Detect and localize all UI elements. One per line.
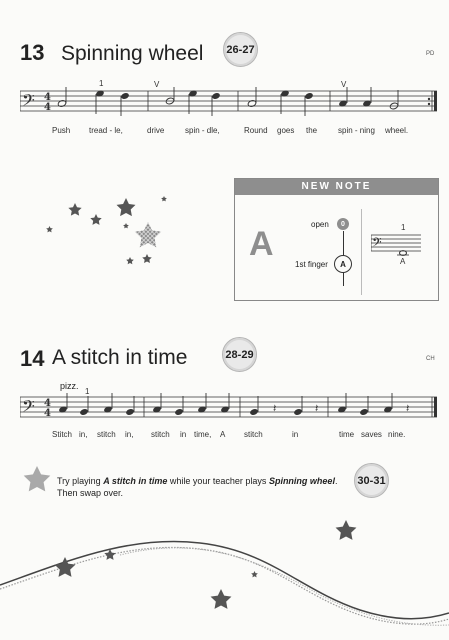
lyric: drive <box>147 126 165 135</box>
piece-13-number: 13 <box>20 40 45 65</box>
staff-note-label: A <box>400 257 406 266</box>
open-marker: 0 <box>337 218 349 230</box>
instruction-mid: while your teacher plays <box>167 476 269 486</box>
lyric: Stitch <box>52 430 73 439</box>
instruction-line-2: Then swap over. <box>57 488 124 498</box>
lyric: Round <box>244 126 268 135</box>
instruction-title-2: Spinning wheel <box>268 476 335 486</box>
svg-text:𝄢: 𝄢 <box>372 235 382 253</box>
piece-13-code: PD <box>426 51 435 57</box>
piece-13-track-badge: 26-27 <box>223 32 258 67</box>
svg-text:𝄢: 𝄢 <box>22 90 35 114</box>
piece-13-staff <box>20 87 440 123</box>
piece-14-title: A stitch in time <box>52 346 188 369</box>
lyric: spin - dle, <box>185 126 220 135</box>
star-icon <box>23 466 51 494</box>
lyric: goes <box>277 126 295 135</box>
new-note-header: NEW NOTE <box>235 179 438 195</box>
finger-label: 1st finger <box>295 260 328 269</box>
svg-text:4: 4 <box>44 102 51 113</box>
lyric: A <box>220 430 226 439</box>
new-note-staff <box>371 233 423 261</box>
lyric: stitch <box>97 430 116 439</box>
new-note-letter: A <box>249 225 274 263</box>
open-label: open <box>311 220 329 229</box>
lyric: in <box>180 430 187 439</box>
string-divider <box>361 209 362 295</box>
svg-text:𝄽: 𝄽 <box>406 402 410 415</box>
piece-14-fingering: 1 <box>85 387 90 396</box>
piece-14-number: 14 <box>20 346 45 371</box>
bottom-wave-decoration <box>0 515 449 640</box>
star-cluster-decoration <box>40 190 180 270</box>
piece-13-fingering: 1 <box>99 79 104 88</box>
piece-13-bow-mark-2: V <box>341 80 347 89</box>
piece-14-track-badge: 28-29 <box>222 337 257 372</box>
instruction-track-badge: 30-31 <box>354 463 389 498</box>
lyric: nine. <box>388 430 406 439</box>
svg-text:𝄽: 𝄽 <box>273 402 277 415</box>
lyric: time <box>339 430 355 439</box>
pizz-marking: pizz. <box>60 381 79 391</box>
piece-13-bow-mark-1: V <box>154 80 160 89</box>
lyric: time, <box>194 430 212 439</box>
lyric: the <box>306 126 318 135</box>
svg-text:𝄽: 𝄽 <box>315 402 319 415</box>
finger-marker: A <box>334 255 352 273</box>
lyric: Push <box>52 126 71 135</box>
staff-fingering: 1 <box>401 223 406 232</box>
lyric: spin - ning <box>338 126 375 135</box>
instruction-pre: Try playing <box>57 476 104 486</box>
instruction-title-1: A stitch in time <box>103 476 168 486</box>
lyric: wheel. <box>385 126 409 135</box>
svg-text:4: 4 <box>44 92 51 103</box>
lyric: saves <box>361 430 382 439</box>
lyric: in <box>292 430 299 439</box>
svg-text:𝄢: 𝄢 <box>22 396 35 420</box>
piece-13-title: Spinning wheel <box>61 42 204 65</box>
new-note-panel <box>234 178 439 301</box>
lyric: stitch <box>151 430 170 439</box>
lyric: tread - le, <box>89 126 123 135</box>
svg-text:4: 4 <box>44 408 51 419</box>
instruction-text <box>57 475 347 499</box>
lyric: stitch <box>244 430 263 439</box>
lyric: in, <box>79 430 88 439</box>
lyric: in, <box>125 430 134 439</box>
svg-text:4: 4 <box>44 398 51 409</box>
piece-14-staff <box>20 393 440 423</box>
piece-14-code: CH <box>426 356 435 362</box>
instruction-end: . <box>334 476 338 486</box>
